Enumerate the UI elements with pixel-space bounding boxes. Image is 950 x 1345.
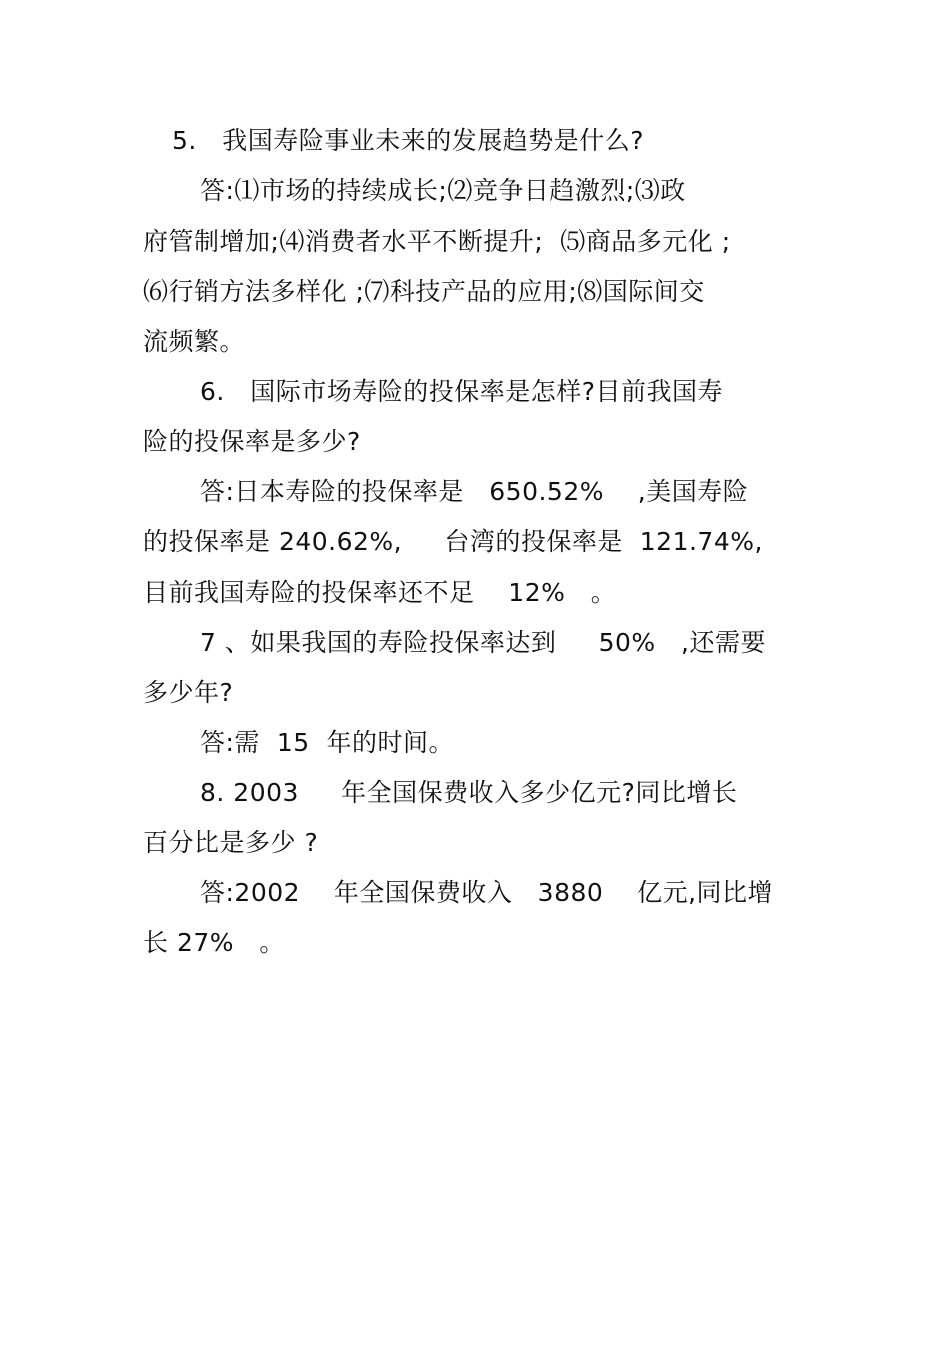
answer-6-line-2: 的投保率是 240.62%, 台湾的投保率是 121.74%, xyxy=(143,527,763,556)
question-7-line-2: 多少年? xyxy=(143,678,234,707)
answer-5-line-1: 答:⑴市场的持续成长;⑵竞争日趋激烈;⑶政 xyxy=(200,176,686,205)
answer-8-line-1: 答:2002 年全国保费收入 3880 亿元,同比增 xyxy=(200,878,774,907)
question-7-line-1: 7 、如果我国的寿险投保率达到 50% ,还需要 xyxy=(200,628,766,657)
answer-5-line-4: 流频繁。 xyxy=(143,327,246,356)
question-8-line-2: 百分比是多少 ? xyxy=(143,828,319,857)
question-8-line-1: 8. 2003 年全国保费收入多少亿元?同比增长 xyxy=(200,778,738,807)
answer-6-line-1: 答:日本寿险的投保率是 650.52% ,美国寿险 xyxy=(200,477,749,506)
answer-5-line-2: 府管制增加;⑷消费者水平不断提升; ⑸商品多元化 ; xyxy=(143,227,731,256)
question-5: 5. 我国寿险事业未来的发展趋势是什么? xyxy=(172,126,644,155)
answer-6-line-3: 目前我国寿险的投保率还不足 12% 。 xyxy=(143,578,617,607)
question-6-line-2: 险的投保率是多少? xyxy=(143,427,361,456)
answer-7: 答:需 15 年的时间。 xyxy=(200,728,455,757)
question-6-line-1: 6. 国际市场寿险的投保率是怎样?目前我国寿 xyxy=(200,377,723,406)
answer-5-line-3: ⑹行销方法多样化 ;⑺科技产品的应用;⑻国际间交 xyxy=(143,277,705,306)
answer-8-line-2: 长 27% 。 xyxy=(143,928,285,957)
